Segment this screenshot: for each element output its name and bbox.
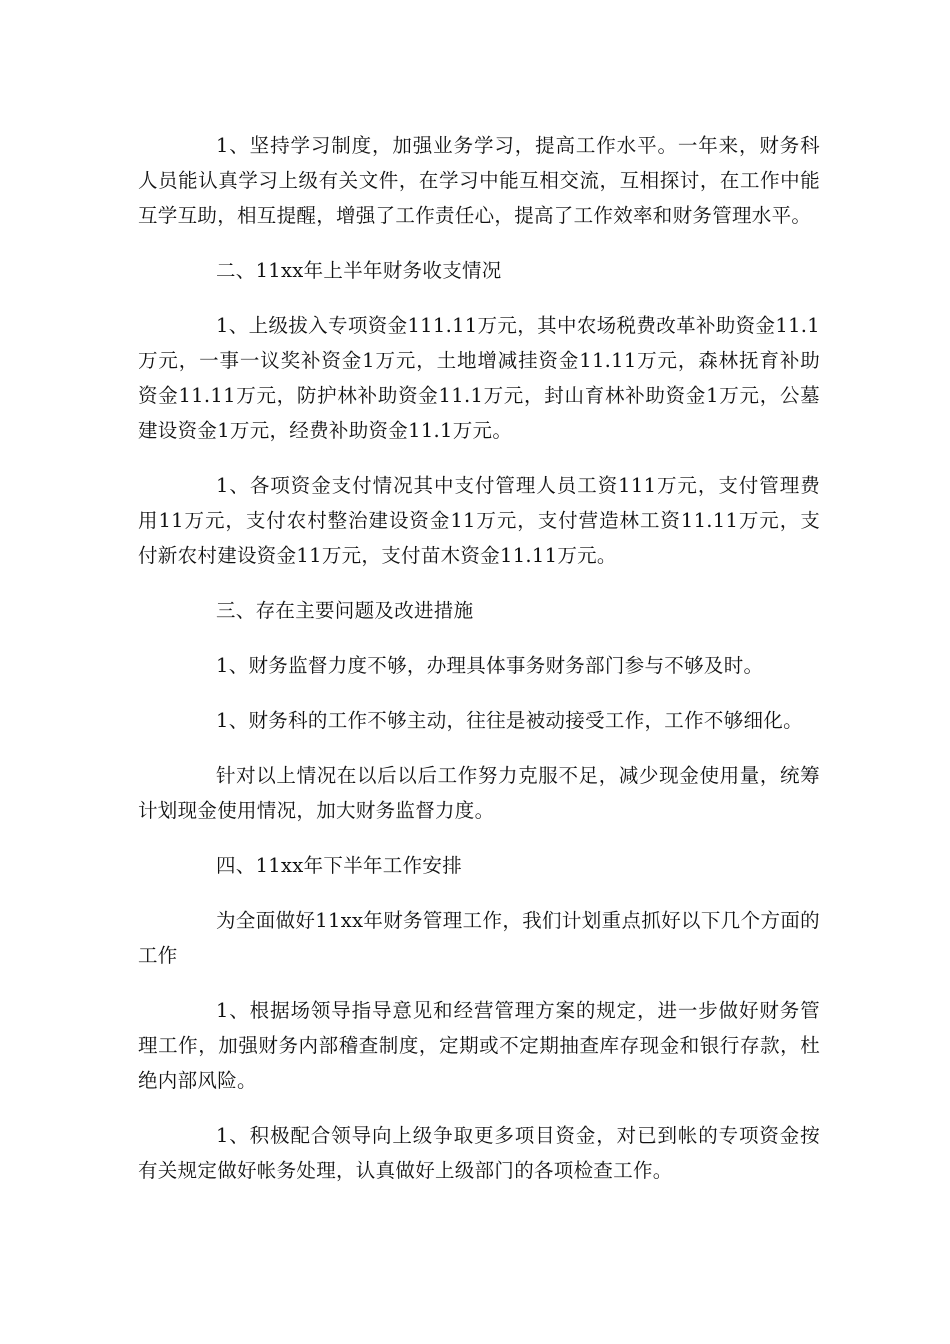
paragraph-problem-supervision: 1、财务监督力度不够，办理具体事务财务部门参与不够及时。 [216,654,764,677]
paragraph-plan-intro: 为全面做好11xx年财务管理工作，我们计划重点抓好以下几个方面的工作 [138,909,820,967]
paragraph-study-system: 1、坚持学习制度，加强业务学习，提高工作水平。一年来，财务科人员能认真学习上级有关文件，在学习中能互相交流，互相探讨，在工作中能互学互助，相互提醒，增强了工作责任心，提高了工作效率和财务管理水平。 [138,134,820,227]
section-heading-income-expenditure: 二、11xx年上半年财务收支情况 [216,259,502,282]
section-heading-problems: 三、存在主要问题及改进措施 [216,599,474,622]
paragraph-plan-management: 1、根据场领导指导意见和经营管理方案的规定，进一步做好财务管理工作，加强财务内部稽查制度，定期或不定期抽查库存现金和银行存款，杜绝内部风险。 [138,999,820,1092]
paragraph-plan-project-funds: 1、积极配合领导向上级争取更多项目资金，对已到帐的专项资金按有关规定做好帐务处理，认真做好上级部门的各项检查工作。 [138,1124,820,1182]
document-body [138,128,820,1208]
paragraph-funds-payment: 1、各项资金支付情况其中支付管理人员工资111万元，支付管理费用11万元，支付农村整治建设资金11万元，支付营造林工资11.11万元，支付新农村建设资金11万元，支付苗木资金11.11万元。 [138,474,820,567]
paragraph-special-funds-received: 1、上级拔入专项资金111.11万元，其中农场税费改革补助资金11.1万元，一事一议奖补资金1万元，土地增减挂资金11.11万元，森林抚育补助资金11.11万元，防护林补助资金11.1万元，封山育林补助资金1万元，公墓建设资金1万元，经费补助资金11.1万元。 [138,314,820,442]
section-heading-second-half-plan: 四、11xx年下半年工作安排 [216,854,463,877]
paragraph-problem-initiative: 1、财务科的工作不够主动，往往是被动接受工作，工作不够细化。 [216,709,803,732]
paragraph-improvement: 针对以上情况在以后以后工作努力克服不足，减少现金使用量，统筹计划现金使用情况，加大财务监督力度。 [138,764,820,822]
